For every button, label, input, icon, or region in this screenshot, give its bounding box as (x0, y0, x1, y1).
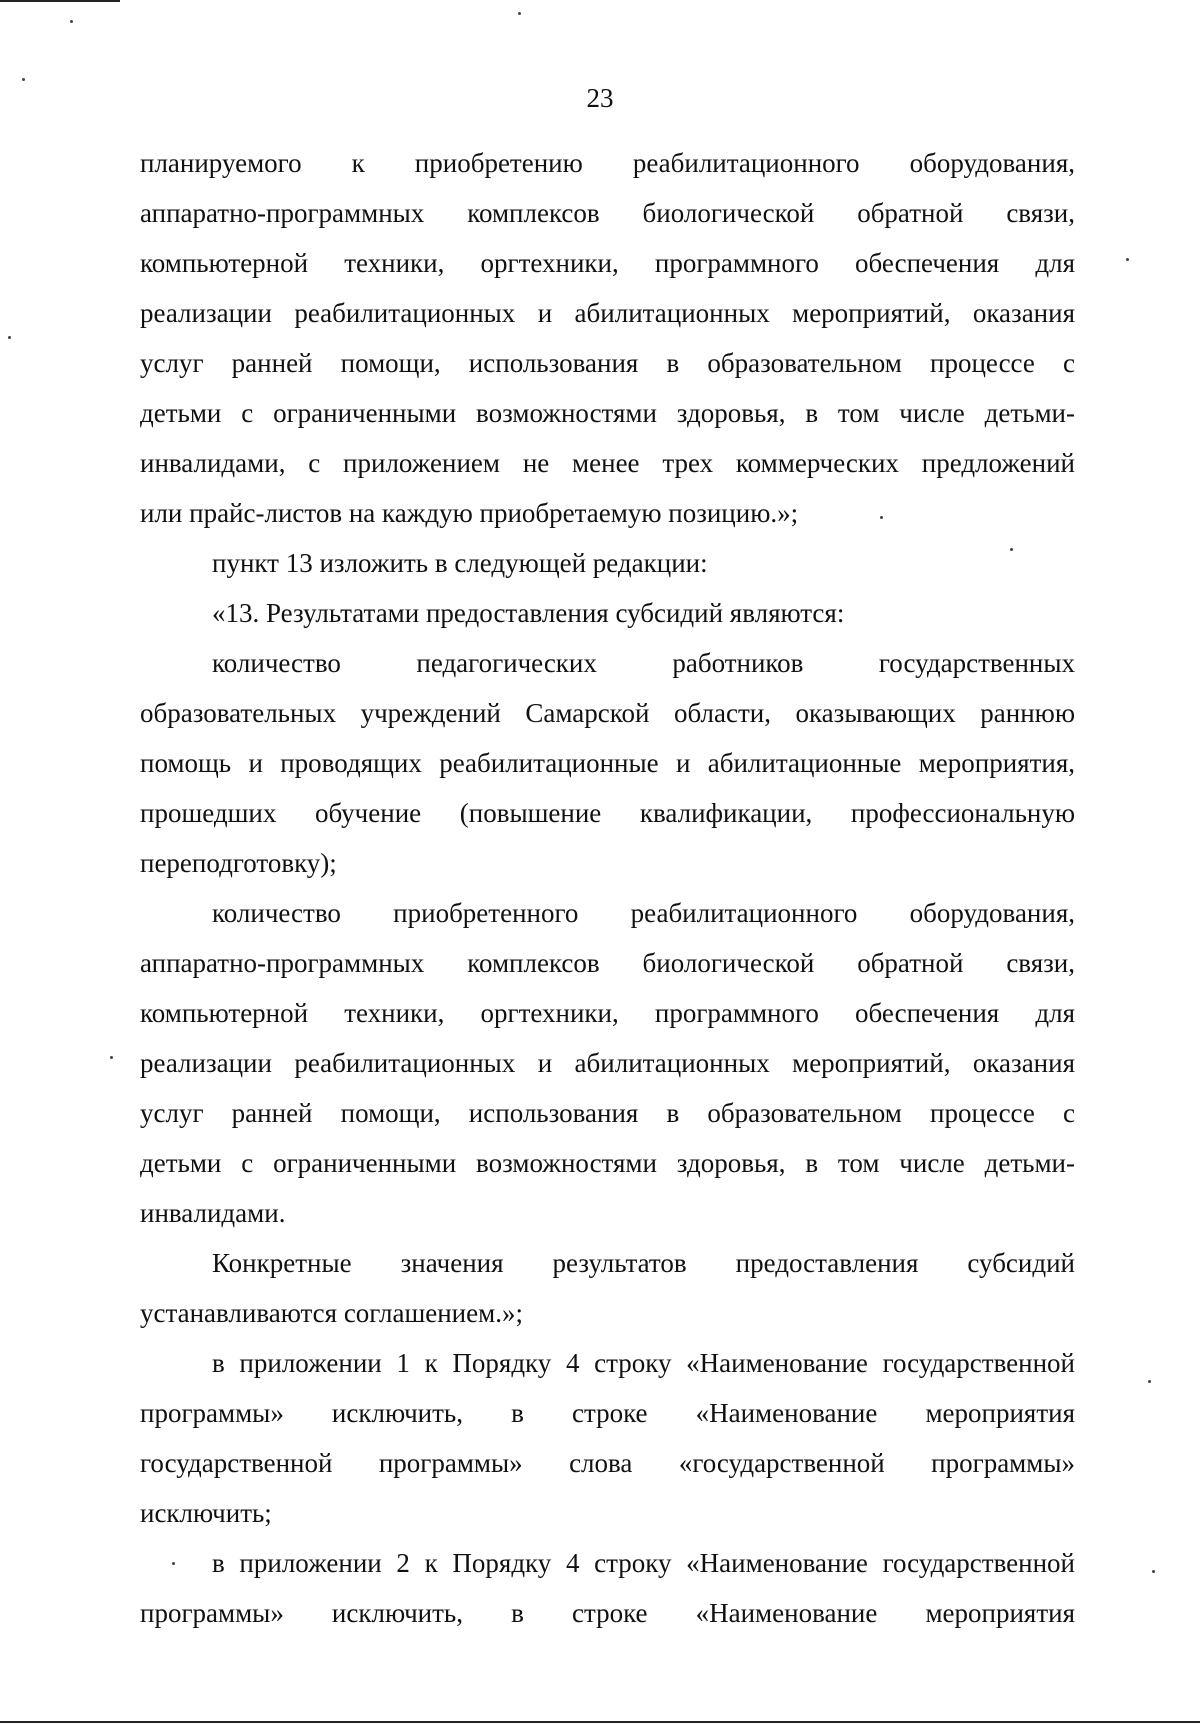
scan-speck (22, 78, 25, 81)
text-line: пункт 13 изложить в следующей редакции: (212, 548, 708, 578)
text-line: государственной программы» слова «государственной программы» (140, 1448, 1075, 1478)
paragraph-appendix-1 (140, 1338, 1075, 1538)
text-line: компьютерной техники, оргтехники, программного обеспечения для (140, 248, 1075, 278)
text-line: планируемого к приобретению реабилитационного оборудования, (140, 148, 1075, 178)
text-line: в приложении 1 к Порядку 4 строку «Наименование государственной (212, 1348, 1075, 1378)
scan-edge-bottom (0, 1721, 1200, 1723)
text-line: программы» исключить, в строке «Наименование мероприятия (140, 1598, 1075, 1628)
text-line: услуг ранней помощи, использования в образовательном процессе с (140, 1098, 1075, 1128)
text-line: инвалидами, с приложением не менее трех коммерческих предложений (140, 448, 1075, 478)
text-line: аппаратно-программных комплексов биологической обратной связи, (140, 948, 1075, 978)
text-line: в приложении 2 к Порядку 4 строку «Наименование государственной (212, 1548, 1075, 1578)
text-line: «13. Результатами предоставления субсидий являются: (212, 598, 845, 628)
scan-speck (110, 1056, 113, 1059)
text-line: переподготовку); (140, 848, 337, 878)
document-body (140, 138, 1075, 1638)
text-line: образовательных учреждений Самарской области, оказывающих раннюю (140, 698, 1075, 728)
scan-speck (1010, 548, 1013, 551)
paragraph-continuation (140, 138, 1075, 538)
text-line: устанавливаются соглашением.»; (140, 1298, 523, 1328)
paragraph-appendix-2 (140, 1538, 1075, 1638)
text-line: детьми с ограниченными возможностями здоровья, в том числе детьми- (140, 398, 1075, 428)
paragraph-specific-values (140, 1238, 1075, 1338)
text-line: компьютерной техники, оргтехники, программного обеспечения для (140, 998, 1075, 1028)
text-line: детьми с ограниченными возможностями здоровья, в том числе детьми- (140, 1148, 1075, 1178)
text-line: количество педагогических работников государственных (212, 648, 1075, 678)
text-line: реализации реабилитационных и абилитационных мероприятий, оказания (140, 1048, 1075, 1078)
text-line: реализации реабилитационных и абилитационных мероприятий, оказания (140, 298, 1075, 328)
text-line: программы» исключить, в строке «Наименование мероприятия (140, 1398, 1075, 1428)
text-line: инвалидами. (140, 1198, 286, 1228)
scan-speck (518, 12, 521, 15)
text-line: помощь и проводящих реабилитационные и абилитационные мероприятия, (140, 748, 1075, 778)
scan-speck (70, 20, 73, 23)
scan-speck (172, 1562, 175, 1565)
text-line: количество приобретенного реабилитационного оборудования, (212, 898, 1075, 928)
scan-speck (1152, 1570, 1155, 1573)
text-line: услуг ранней помощи, использования в образовательном процессе с (140, 348, 1075, 378)
scan-speck (1126, 258, 1129, 261)
paragraph-item-13-heading (140, 588, 1075, 638)
scan-speck (8, 336, 11, 339)
scan-edge-top (0, 0, 120, 2)
scan-speck (1148, 1380, 1151, 1383)
scan-speck (880, 516, 883, 519)
text-line: исключить; (140, 1498, 272, 1528)
text-line: или прайс-листов на каждую приобретаемую позицию.»; (140, 498, 799, 528)
paragraph-result-equipment (140, 888, 1075, 1238)
paragraph-result-teachers (140, 638, 1075, 888)
page-number: 23 (586, 83, 614, 113)
paragraph-item-13-intro (140, 538, 1075, 588)
text-line: Конкретные значения результатов предоставления субсидий (212, 1248, 1075, 1278)
text-line: аппаратно-программных комплексов биологической обратной связи, (140, 198, 1075, 228)
text-line: прошедших обучение (повышение квалификации, профессиональную (140, 798, 1075, 828)
